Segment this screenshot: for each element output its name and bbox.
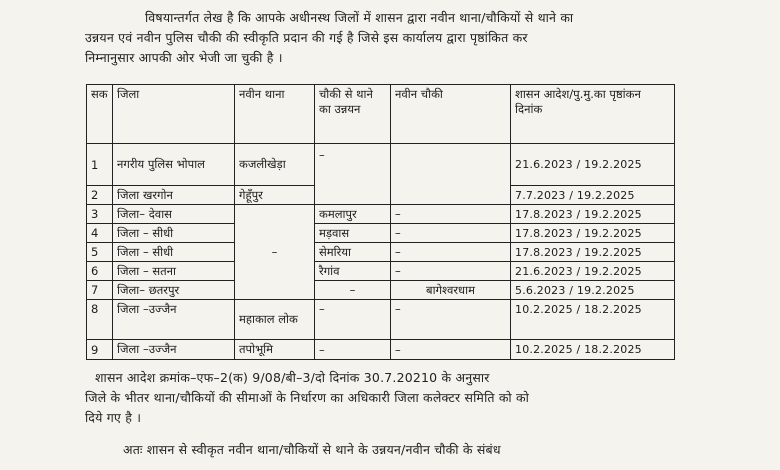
cell-district: जिला –उज्जैन bbox=[113, 300, 235, 340]
table-row bbox=[87, 281, 675, 300]
cell-upgrade: – bbox=[315, 144, 391, 205]
header-new-chowki: नवीन चौकी bbox=[391, 85, 511, 144]
cell-district: जिला – सीधी bbox=[113, 224, 235, 243]
table-row bbox=[87, 224, 675, 243]
intro-line-1: विषयान्तर्गत लेख है कि आपके अधीनस्थ जिलों में शासन द्वारा नवीन थाना/चौकियों से थाने का bbox=[145, 10, 574, 25]
cell-sno: 4 bbox=[87, 224, 113, 243]
cell-new-thana: कजलीखेड़ा bbox=[235, 144, 315, 186]
cell-district: जिला – सतना bbox=[113, 262, 235, 281]
cell-upgrade: – bbox=[315, 300, 391, 340]
table-row bbox=[87, 144, 675, 186]
cell-new-thana: तपोभूमि bbox=[235, 340, 315, 360]
cell-sno: 6 bbox=[87, 262, 113, 281]
cell-new-thana: गेहूँपुर bbox=[235, 186, 315, 205]
footer-line-3: दिये गए है । bbox=[85, 410, 142, 425]
cell-new-chowki: – bbox=[391, 300, 511, 340]
cell-new-chowki bbox=[391, 144, 511, 205]
cell-new-thana: – bbox=[235, 205, 315, 300]
cell-new-chowki: – bbox=[391, 243, 511, 262]
footer-line-1: शासन आदेश क्रमांक–एफ–2(क) 9/08/बी–3/दो दिनांक 30.7.20210 के अनुसार bbox=[95, 370, 490, 385]
cell-new-chowki: – bbox=[391, 205, 511, 224]
cell-new-chowki: – bbox=[391, 340, 511, 360]
cell-upgrade: रैगांव bbox=[315, 262, 391, 281]
cell-upgrade: कमलापुर bbox=[315, 205, 391, 224]
header-district: जिला bbox=[113, 85, 235, 144]
cell-order: 21.6.2023 / 19.2.2025 bbox=[511, 262, 675, 281]
cell-district: जिला –उज्जैन bbox=[113, 340, 235, 360]
police-station-table bbox=[86, 84, 675, 360]
cell-order: 10.2.2025 / 18.2.2025 bbox=[511, 340, 675, 360]
cell-order: 17.8.2023 / 19.2.2025 bbox=[511, 205, 675, 224]
cell-upgrade: सेमरिया bbox=[315, 243, 391, 262]
cell-order: 5.6.2023 / 19.2.2025 bbox=[511, 281, 675, 300]
intro-line-2: उन्नयन एवं नवीन पुलिस चौकी की स्वीकृति प्रदान की गई है जिसे इस कार्यालय द्वारा पृष्ठांकित कर bbox=[85, 30, 528, 45]
cell-district: जिला खरगोन bbox=[113, 186, 235, 205]
cell-new-chowki: बागेश्वरधाम bbox=[391, 281, 511, 300]
cell-order: 21.6.2023 / 19.2.2025 bbox=[511, 144, 675, 186]
header-order: शासन आदेश/पु.मु.का पृष्ठांकन दिनांक bbox=[511, 85, 675, 144]
cell-district: जिला– छतरपुर bbox=[113, 281, 235, 300]
cell-upgrade: – bbox=[315, 281, 391, 300]
header-new-thana: नवीन थाना bbox=[235, 85, 315, 144]
header-upgrade: चौकी से थाने का उन्नयन bbox=[315, 85, 391, 144]
cell-sno: 9 bbox=[87, 340, 113, 360]
table-row bbox=[87, 205, 675, 224]
table-row bbox=[87, 340, 675, 360]
cell-sno: 8 bbox=[87, 300, 113, 340]
table-row bbox=[87, 243, 675, 262]
footer-paragraph bbox=[85, 368, 765, 428]
cell-sno: 1 bbox=[87, 144, 113, 186]
cell-sno: 2 bbox=[87, 186, 113, 205]
cell-district: जिला – सीधी bbox=[113, 243, 235, 262]
cell-new-thana: महाकाल लोक bbox=[235, 300, 315, 340]
cell-sno: 7 bbox=[87, 281, 113, 300]
cell-sno: 3 bbox=[87, 205, 113, 224]
table-row bbox=[87, 262, 675, 281]
intro-paragraph bbox=[85, 8, 765, 68]
header-sno: सक bbox=[87, 85, 113, 144]
cell-order: 17.8.2023 / 19.2.2025 bbox=[511, 224, 675, 243]
table-row bbox=[87, 300, 675, 340]
cell-district: जिला– देवास bbox=[113, 205, 235, 224]
intro-line-3: निम्नानुसार आपकी ओर भेजी जा चुकी है । bbox=[85, 50, 283, 65]
footer-line-4: अतः शासन से स्वीकृत नवीन थाना/चौकियों से थाने के उन्नयन/नवीन चौकी के संबंध bbox=[123, 442, 501, 457]
cell-upgrade: मड़वास bbox=[315, 224, 391, 243]
footer-line-2: जिले के भीतर थाना/चौकियों की सीमाओं के निर्धारण का अधिकारी जिला कलेक्टर समिति को को bbox=[85, 390, 530, 405]
cell-upgrade: – bbox=[315, 340, 391, 360]
cell-sno: 5 bbox=[87, 243, 113, 262]
cell-new-chowki: – bbox=[391, 224, 511, 243]
cell-new-chowki: – bbox=[391, 262, 511, 281]
cell-order: 17.8.2023 / 19.2.2025 bbox=[511, 243, 675, 262]
cell-district: नगरीय पुलिस भोपाल bbox=[113, 144, 235, 186]
cell-order: 7.7.2023 / 19.2.2025 bbox=[511, 186, 675, 205]
table-header-row bbox=[87, 85, 675, 144]
cell-order: 10.2.2025 / 18.2.2025 bbox=[511, 300, 675, 340]
